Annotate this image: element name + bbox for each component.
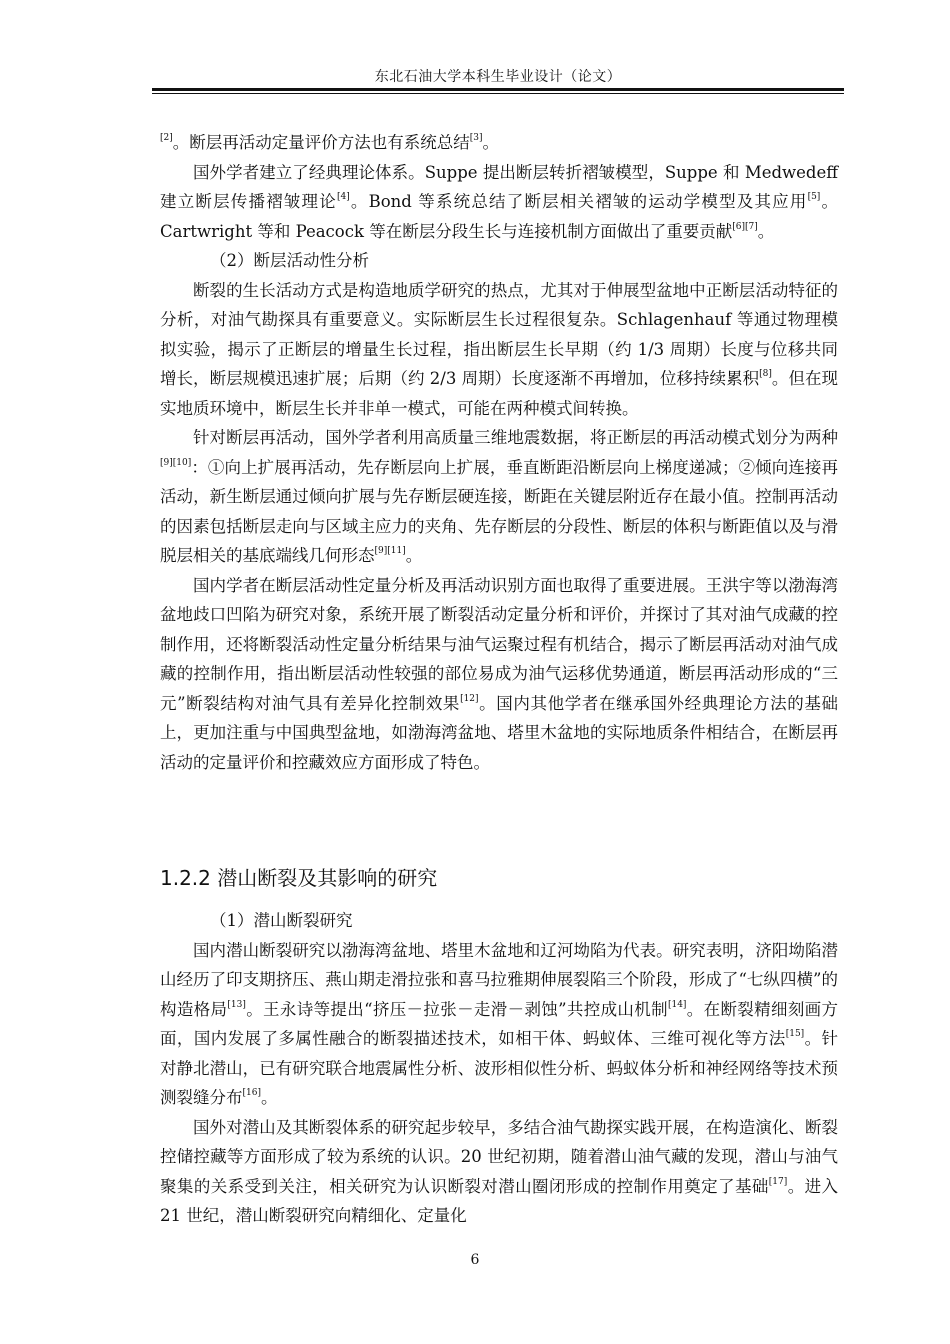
section-heading: 1.2.2 潜山断裂及其影响的研究: [160, 866, 438, 890]
citation: [5]: [807, 192, 821, 202]
citation: [6][7]: [732, 221, 758, 232]
citation: [12]: [460, 693, 479, 704]
header-rule-thin: [152, 93, 844, 94]
page-number: 6: [470, 1252, 480, 1268]
citation: [3]: [469, 133, 483, 143]
body-text-upper: [160, 128, 838, 777]
subheading: （1）潜山断裂研究: [210, 911, 353, 930]
citation: [17]: [768, 1176, 788, 1187]
paragraph: 国外学者建立了经典理论体系。Suppe 提出断层转折褶皱模型，Suppe 和 Medwedeff 建立断层传播褶皱理论[4]。Bond 等系统总结了断层相关褶皱的运动学模型及其应用[5]。Cartwright 等和 Peacock 等在断层分段生长与连接机制方面做出了重要贡献[6][7]。: [160, 162, 839, 241]
citation: [13]: [227, 999, 246, 1010]
paragraph: 断裂的生长活动方式是构造地质学研究的热点，尤其对于伸展型盆地中正断层活动特征的分析，对油气勘探具有重要意义。实际断层生长过程很复杂。Schlagenhauf 等通过物理模拟实验，揭示了正断层的增量生长过程，指出断层生长早期（约 1/3 周期）长度与位移共同增长，断层规模迅速扩展；后期（约 2/3 周期）长度逐渐不再增加，位移持续累积[8]。但在现实地质环境中，断层生长并非单一模式，可能在两种模式间转换。: [160, 280, 839, 418]
citation: [9][10]: [160, 457, 192, 468]
citation: [9][11]: [374, 546, 406, 556]
page-header: 东北石油大学本科生毕业设计（论文）: [374, 69, 622, 85]
citation: [15]: [785, 1029, 805, 1039]
body-text-lower: [160, 906, 838, 1231]
citation: [2]: [160, 133, 173, 143]
paragraph: 国内学者在断层活动性定量分析及再活动识别方面也取得了重要进展。王洪宇等以渤海湾盆地歧口凹陷为研究对象，系统开展了断裂活动定量分析和评价，并探讨了其对油气成藏的控制作用，还将断裂活动性定量分析结果与油气运聚过程有机结合，揭示了断层再活动对油气成藏的控制作用，指出断层活动性较强的部位易成为油气运移优势通道，断层再活动形成的“三元”断裂结构对油气具有差异化控制效果[12]。国内其他学者在继承国外经典理论方法的基础上，更加注重与中国典型盆地，如渤海湾盆地、塔里木盆地的实际地质条件相结合，在断层再活动的定量评价和控藏效应方面形成了特色。: [160, 575, 839, 772]
citation: [4]: [336, 192, 350, 202]
citation: [8]: [759, 369, 772, 379]
paragraph: 国内潜山断裂研究以渤海湾盆地、塔里木盆地和辽河坳陷为代表。研究表明，济阳坳陷潜山经历了印支期挤压、燕山期走滑拉张和喜马拉雅期伸展裂陷三个阶段，形成了“七纵四横”的构造格局[13]。王永诗等提出“挤压－拉张－走滑－剥蚀”共控成山机制[14]。在断裂精细刻画方面，国内发展了多属性融合的断裂描述技术，如相干体、蚂蚁体、三维可视化等方法[15]。针对静北潜山，已有研究联合地震属性分析、波形相似性分析、蚂蚁体分析和神经网络等技术预测裂缝分布[16]。: [160, 940, 839, 1107]
paragraph-continuation: [2]。断层再活动定量评价方法也有系统总结[3]。: [160, 133, 499, 152]
citation: [14]: [667, 999, 687, 1010]
subheading: （2）断层活动性分析: [210, 251, 369, 270]
citation: [16]: [242, 1088, 261, 1098]
paragraph: 针对断层再活动，国外学者利用高质量三维地震数据，将正断层的再活动模式划分为两种[9][10]：①向上扩展再活动，先存断层向上扩展，垂直断距沿断层向上梯度递减；②倾向连接再活动，新生断层通过倾向扩展与先存断层硬连接，断距在关键层附近存在最小值。控制再活动的因素包括断层走向与区域主应力的夹角、先存断层的分段性、断层的体积与断距值以及与滑脱层相关的基底端线几何形态[9][11]。: [160, 428, 838, 565]
header-rule-thick: [152, 88, 844, 91]
paragraph: 国外对潜山及其断裂体系的研究起步较早，多结合油气勘探实践开展，在构造演化、断裂控储控藏等方面形成了较为系统的认识。20 世纪初期，随着潜山油气藏的发现，潜山与油气聚集的关系受到关注，相关研究为认识断裂对潜山圈闭形成的控制作用奠定了基础[17]。进入 21 世纪，潜山断裂研究向精细化、定量化: [160, 1117, 839, 1225]
